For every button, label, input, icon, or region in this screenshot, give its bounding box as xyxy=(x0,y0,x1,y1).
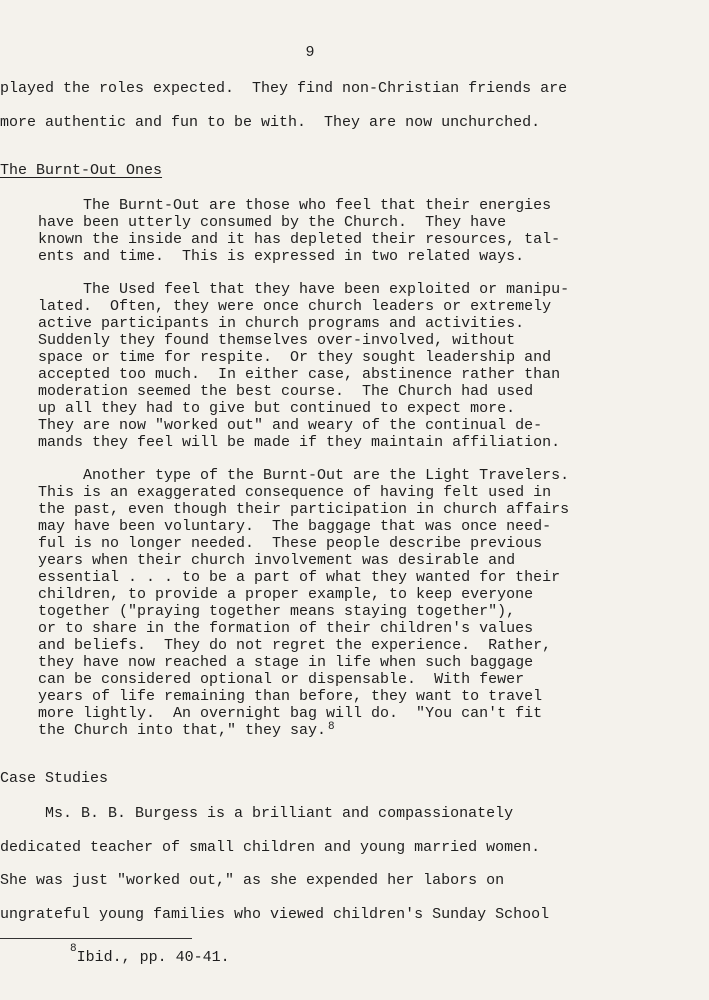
page-number: 9 xyxy=(305,44,315,61)
text-line: children, to provide a proper example, to keep everyone xyxy=(38,586,534,603)
text-line: dedicated teacher of small children and young married women. xyxy=(0,839,541,856)
text-line: accepted too much. In either case, abstinence rather than xyxy=(38,366,561,383)
text-line: moderation seemed the best course. The Church had used xyxy=(38,383,534,400)
footnote xyxy=(70,943,230,966)
text-line: years when their church involvement was desirable and xyxy=(38,552,516,569)
text-line: they have now reached a stage in life when such baggage xyxy=(38,654,534,671)
text-line: ents and time. This is expressed in two related ways. xyxy=(38,248,525,265)
text-line: The Used feel that they have been exploited or manipu- xyxy=(38,281,570,298)
footnote-divider xyxy=(0,938,192,939)
footnote-reference: 8 xyxy=(328,721,335,733)
text-line: essential . . . to be a part of what they wanted for their xyxy=(38,569,561,586)
text-line: ungrateful young families who viewed children's Sunday School xyxy=(0,906,550,923)
text-line: Ms. B. B. Burgess is a brilliant and compassionately xyxy=(0,805,514,822)
intro-line-2: more authentic and fun to be with. They are now unchurched. xyxy=(0,114,541,131)
text-line: The Burnt-Out are those who feel that their energies xyxy=(38,197,552,214)
section-heading-burnt-out: The Burnt-Out Ones xyxy=(0,162,163,179)
text-line: can be considered optional or dispensable. With fewer xyxy=(38,671,525,688)
text-line: Suddenly they found themselves over-involved, without xyxy=(38,332,516,349)
section-heading-case-studies: Case Studies xyxy=(0,770,109,787)
text-line: known the inside and it has depleted their resources, tal- xyxy=(38,231,561,248)
text-line: lated. Often, they were once church leaders or extremely xyxy=(38,298,552,315)
text-line: the past, even though their participation in church affairs xyxy=(38,501,570,518)
text-line-with-footnote xyxy=(38,722,335,741)
text-line: space or time for respite. Or they sought leadership and xyxy=(38,349,552,366)
text-line: active participants in church programs and activities. xyxy=(38,315,525,332)
text-line: up all they had to give but continued to expect more. xyxy=(38,400,516,417)
text-line: the Church into that," they say. xyxy=(38,722,327,739)
text-line: They are now "worked out" and weary of the continual de- xyxy=(38,417,543,434)
text-line: more lightly. An overnight bag will do. "You can't fit xyxy=(38,705,543,722)
text-line: This is an exaggerated consequence of having felt used in xyxy=(38,484,552,501)
text-line: She was just "worked out," as she expended her labors on xyxy=(0,872,505,889)
footnote-text: Ibid., pp. 40-41. xyxy=(76,949,230,966)
text-line: have been utterly consumed by the Church. They have xyxy=(38,214,507,231)
text-line: and beliefs. They do not regret the experience. Rather, xyxy=(38,637,552,654)
intro-line-1: played the roles expected. They find non-Christian friends are xyxy=(0,80,568,97)
text-line: or to share in the formation of their children's values xyxy=(38,620,534,637)
text-line: may have been voluntary. The baggage that was once need- xyxy=(38,518,552,535)
footnote-number: 8 xyxy=(70,943,77,955)
text-line: together ("praying together means staying together"), xyxy=(38,603,516,620)
text-line: ful is no longer needed. These people describe previous xyxy=(38,535,543,552)
text-line: Another type of the Burnt-Out are the Light Travelers. xyxy=(38,467,570,484)
text-line: mands they feel will be made if they maintain affiliation. xyxy=(38,434,561,451)
text-line: years of life remaining than before, they want to travel xyxy=(38,688,543,705)
